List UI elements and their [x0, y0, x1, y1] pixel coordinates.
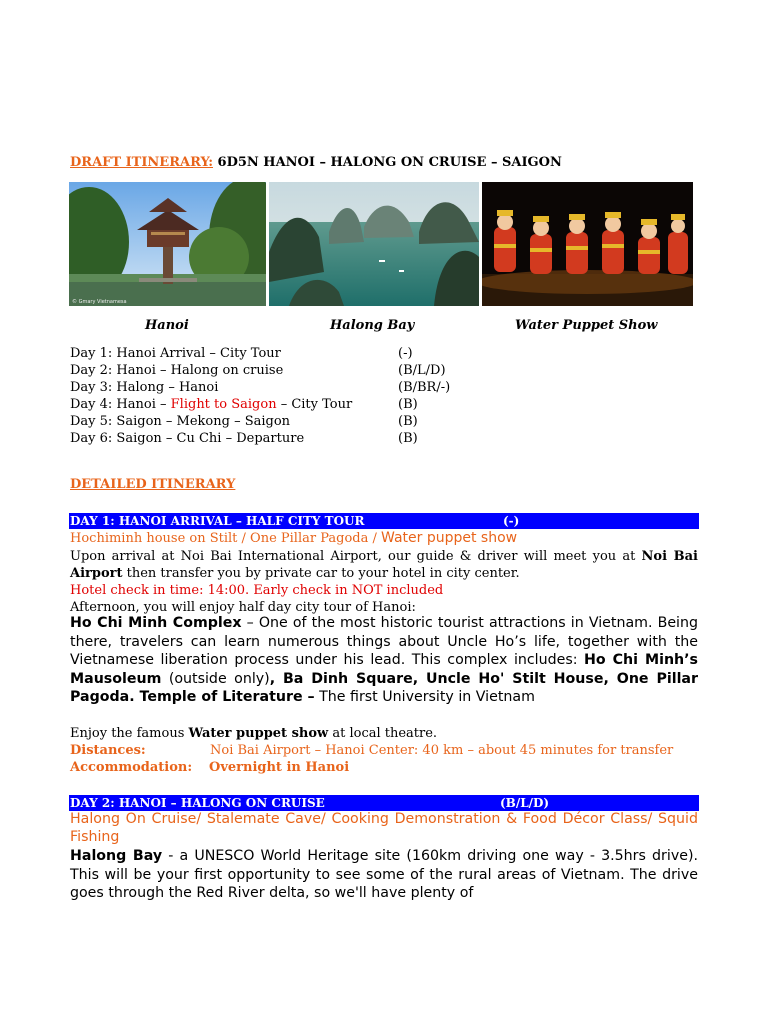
summary-day-1-meals: (-): [398, 346, 413, 361]
day2-intro-text: - a UNESCO World Heritage site (160km driving one way - 3.5hrs drive). This will be your first opportunity to see some of the rural areas of Vietnam. The drive goes through the Red River delta, so we'll have plenty of: [70, 848, 698, 901]
temple-desc: The first University in Vietnam: [314, 689, 535, 705]
hanoi-pagoda-photo: [69, 182, 266, 306]
day1-meals: (-): [503, 514, 520, 528]
caption-water-puppet: Water Puppet Show: [515, 318, 658, 333]
caption-halong-bay: Halong Bay: [330, 318, 415, 333]
day1-airport-bold: Noi Bai Airport: [70, 549, 698, 581]
detailed-itinerary-heading: DETAILED ITINERARY: [70, 477, 236, 492]
day1-checkin-note: Hotel check in time: 14:00. Early check in NOT included: [70, 583, 444, 598]
summary-day-4: [70, 397, 352, 412]
water-puppet-photo: [482, 182, 693, 306]
complex-name: Ho Chi Minh Complex: [70, 615, 242, 631]
day1-subtitle-places: Hochiminh house on Stilt / One Pillar Pagoda /: [70, 531, 382, 546]
halong-bay-bold: Halong Bay: [70, 848, 163, 864]
puppet-bold: Water puppet show: [188, 726, 329, 741]
day1-subtitle-puppet: Water puppet show: [381, 530, 518, 546]
summary-day-2: Day 2: Hanoi – Halong on cruise: [70, 363, 284, 378]
day1-subtitle: [70, 530, 517, 546]
day2-header-bar: [69, 795, 699, 811]
itinerary-title: [70, 155, 562, 170]
summary-day-5-meals: (B): [398, 414, 418, 429]
distances-label: Distances:: [70, 743, 146, 758]
photo-watermark: © Gmary Vietnamesa: [72, 299, 127, 305]
day1-afternoon-text: Afternoon, you will enjoy half day city tour of Hanoi:: [70, 600, 416, 615]
puppet-pre: Enjoy the famous: [70, 726, 189, 741]
distances-value: Noi Bai Airport – Hanoi Center: 40 km – about 45 minutes for transfer: [210, 743, 674, 758]
day1-title: DAY 1: HANOI ARRIVAL – HALF CITY TOUR: [70, 514, 365, 528]
day2-subtitle: Halong On Cruise/ Stalemate Cave/ Cooking Demonstration & Food Décor Class/ Squid Fishing: [70, 811, 698, 845]
day2-title: DAY 2: HANOI – HALONG ON CRUISE: [70, 796, 325, 810]
day1-complex-paragraph: [70, 614, 698, 707]
day1-arrival-paragraph: [70, 548, 698, 582]
summary-day-4-meals: (B): [398, 397, 418, 412]
draft-label: DRAFT ITINERARY:: [70, 155, 213, 170]
day1-puppet-line: [70, 726, 437, 741]
caption-hanoi: Hanoi: [145, 318, 189, 333]
accommodation-label: Accommodation:: [70, 760, 193, 775]
summary-day-3-meals: (B/BR/-): [398, 380, 451, 395]
day1-header-bar: [69, 513, 699, 529]
summary-day-4-pre: Day 4: Hanoi –: [70, 397, 171, 412]
summary-day-6-meals: (B): [398, 431, 418, 446]
mausoleum-name: Ho Chi Minh’s Mausoleum: [70, 652, 698, 687]
summary-day-6: Day 6: Saigon – Cu Chi – Departure: [70, 431, 305, 446]
trip-name: 6D5N HANOI – HALONG ON CRUISE – SAIGON: [213, 155, 562, 170]
summary-day-5: Day 5: Saigon – Mekong – Saigon: [70, 414, 291, 429]
day2-intro-paragraph: [70, 847, 698, 903]
day2-meals: (B/L/D): [500, 796, 550, 810]
day1-arrival-post: then transfer you by private car to your hotel in city center.: [122, 566, 520, 581]
day1-arrival-pre: Upon arrival at Noi Bai International Airport, our guide & driver will meet you at: [70, 549, 642, 564]
summary-day-4-flight: Flight to Saigon: [170, 397, 277, 412]
summary-day-4-post: – City Tour: [276, 397, 353, 412]
mausoleum-note: (outside only): [161, 670, 270, 687]
complex-desc: – One of the most historic tourist attractions in Vietnam. Being there, travelers can learn numerous things about Uncle Ho’s life, together with the Vietnamese liberation process under his lead. This complex includes:: [70, 615, 698, 668]
accommodation-value: Overnight in Hanoi: [209, 760, 350, 775]
summary-day-2-meals: (B/L/D): [398, 363, 446, 378]
summary-day-1: Day 1: Hanoi Arrival – City Tour: [70, 346, 281, 361]
halong-bay-photo: [269, 182, 479, 306]
complex-sites: , Ba Dinh Square, Uncle Ho' Stilt House, One Pillar Pagoda. Temple of Literature –: [70, 670, 699, 705]
summary-day-3: Day 3: Halong – Hanoi: [70, 380, 219, 395]
puppet-post: at local theatre.: [328, 726, 438, 741]
